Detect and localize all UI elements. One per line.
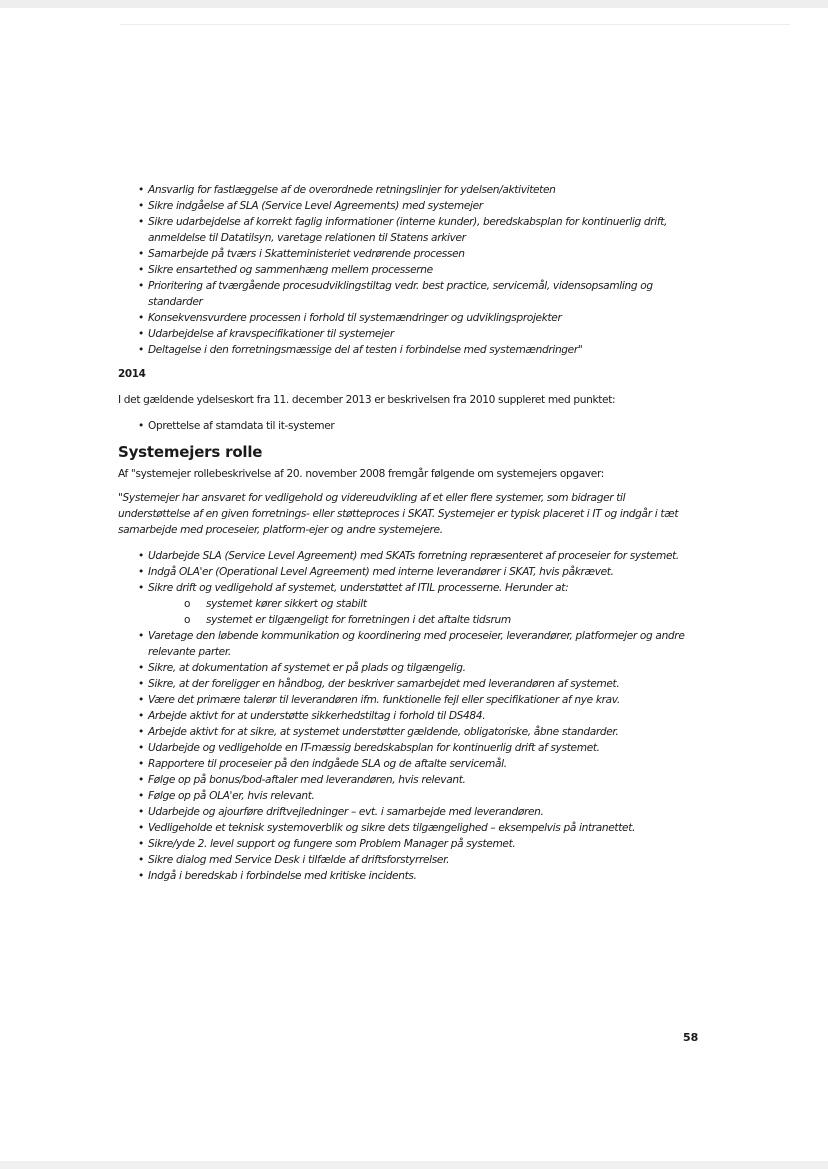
list-item: • Sikre drift og vedligehold af systemet, understøttet af ITIL processerne. Herunder at: <box>118 580 698 596</box>
list-item: • Sikre indgåelse af SLA (Service Level Agreements) med systemejer <box>118 198 698 214</box>
scan-faint-line <box>120 24 790 25</box>
list-item: • Sikre/yde 2. level support og fungere som Problem Manager på systemet. <box>118 836 698 852</box>
page-number: 58 <box>683 1031 699 1044</box>
list-item: • Udarbejdelse af kravspecifikationer til systemejer <box>118 326 698 342</box>
list-item: • Samarbejde på tværs i Skatteministeriet vedrørende processen <box>118 246 698 262</box>
list-item: • Følge op på OLA'er, hvis relevant. <box>118 788 698 804</box>
sub-list-item: o systemet er tilgængeligt for forretningen i det aftalte tidsrum <box>118 612 698 628</box>
list-item: • Sikre, at dokumentation af systemet er på plads og tilgængelig. <box>118 660 698 676</box>
section-heading: Systemejers rolle <box>118 443 263 461</box>
list-item: • Rapportere til proceseier på den indgåede SLA og de aftalte servicemål. <box>118 756 698 772</box>
paragraph: I det gældende ydelseskort fra 11. december 2013 er beskrivelsen fra 2010 suppleret med punktet: <box>118 394 616 406</box>
list-item: • Udarbejde og ajourføre driftvejledninger – evt. i samarbejde med leverandøren. <box>118 804 698 820</box>
sub-list-item: o systemet kører sikkert og stabilt <box>118 596 698 612</box>
supplement-list <box>118 418 698 434</box>
quote-paragraph: "Systemejer har ansvaret for vedligehold og videreudvikling af et eller flere systemer, som bidrager til understøttelse af en given forretnings- eller støtteproces i SKAT. Systemejer er typisk placeret i IT og indgår i tæt samarbejde med proceseier, platform-ejer og andre systemejere. <box>118 492 679 536</box>
list-item: • Arbejde aktivt for at understøtte sikkerhedstiltag i forhold til DS484. <box>118 708 698 724</box>
list-item: • Indgå i beredskab i forbindelse med kritiske incidents. <box>118 868 698 884</box>
list-item: • Sikre udarbejdelse af korrekt faglig informationer (interne kunder), beredskabsplan for kontinuerlig drift, anmeldelse til Datatilsyn, varetage relationen til Statens arkiver <box>118 214 698 246</box>
paragraph: Af "systemejer rollebeskrivelse af 20. november 2008 fremgår følgende om systemejers opgaver: <box>118 468 605 480</box>
responsibility-list <box>118 182 698 358</box>
list-item: • Arbejde aktivt for at sikre, at systemet understøtter gældende, obligatoriske, åbne standarder. <box>118 724 698 740</box>
list-item: • Sikre dialog med Service Desk i tilfælde af driftsforstyrrelser. <box>118 852 698 868</box>
list-item: • Være det primære talerør til leverandøren ifm. funktionelle fejl eller specifikationer af nye krav. <box>118 692 698 708</box>
document-body <box>118 182 698 884</box>
list-item: • Vedligeholde et teknisk systemoverblik og sikre dets tilgængelighed – eksempelvis på intranettet. <box>118 820 698 836</box>
list-item: • Prioritering af tværgående procesudviklingstiltag vedr. best practice, servicemål, vidensopsamling og standarder <box>118 278 698 310</box>
scan-top-edge <box>0 0 828 8</box>
list-item: • Indgå OLA'er (Operational Level Agreement) med interne leverandører i SKAT, hvis påkrævet. <box>118 564 698 580</box>
list-item: • Ansvarlig for fastlæggelse af de overordnede retningslinjer for ydelsen/aktiviteten <box>118 182 698 198</box>
list-item: • Deltagelse i den forretningsmæssige del af testen i forbindelse med systemændringer" <box>118 342 698 358</box>
list-item: • Oprettelse af stamdata til it-systemer <box>118 418 698 434</box>
list-item: • Sikre, at der foreligger en håndbog, der beskriver samarbejdet med leverandøren af systemet. <box>118 676 698 692</box>
list-item: • Konsekvensvurdere processen i forhold til systemændringer og udviklingsprojekter <box>118 310 698 326</box>
list-item: • Varetage den løbende kommunikation og koordinering med proceseier, leverandører, platformejer og andre relevante parter. <box>118 628 698 660</box>
list-item: • Udarbejde og vedligeholde en IT-mæssig beredskabsplan for kontinuerlig drift af systemet. <box>118 740 698 756</box>
task-list <box>118 548 698 884</box>
year-heading: 2014 <box>118 368 146 380</box>
list-item: • Sikre ensartethed og sammenhæng mellem processerne <box>118 262 698 278</box>
scan-bottom-edge <box>0 1161 828 1169</box>
list-item: • Følge op på bonus/bod-aftaler med leverandøren, hvis relevant. <box>118 772 698 788</box>
list-item: • Udarbejde SLA (Service Level Agreement) med SKATs forretning repræsenteret af proceseier for systemet. <box>118 548 698 564</box>
